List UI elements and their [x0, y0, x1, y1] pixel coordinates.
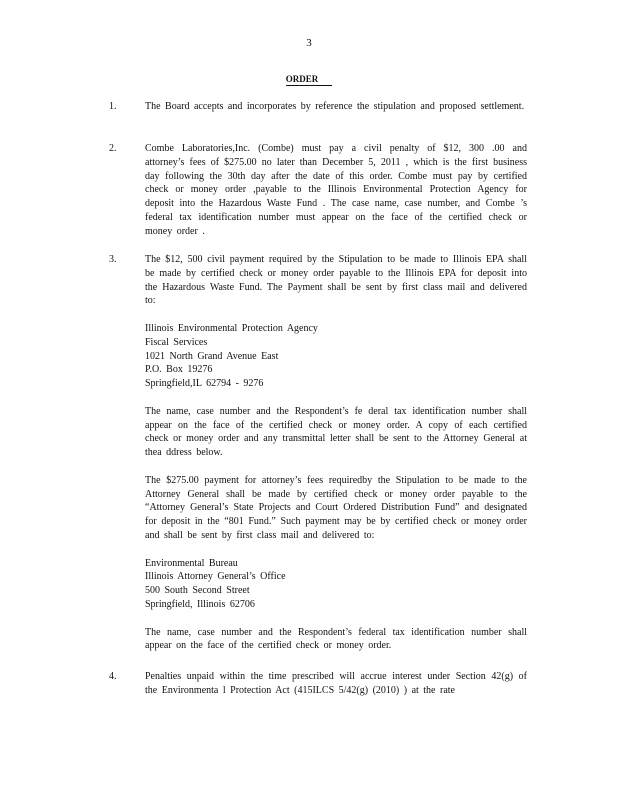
address-line: Springfield, Illinois 62706	[145, 598, 255, 610]
address-line: 500 South Second Street	[145, 585, 250, 597]
item-paragraph: The name, case number and the Respondent’s federal tax identification number shall appear on the face of the certified check or money order.	[145, 626, 527, 652]
address-line: Environmental Bureau	[145, 557, 238, 569]
item-paragraph: Penalties unpaid within the time prescribed will accrue interest under Section 42(g) of the Environmenta l Protection Act (415ILCS 5/42(g) (2010) ) at the rate	[145, 671, 527, 696]
page-number: 3	[306, 37, 312, 49]
illinois-epa-address	[145, 322, 527, 391]
item-paragraph: The $12, 500 civil payment required by the Stipulation to be made to Illinois EPA shall be made by certified check or money order payable to the Illinois EPA for deposit into the Hazardous Waste Fund. The Payment shall be sent by first class mail and delivered to:	[145, 254, 527, 307]
item-number: 2.	[109, 143, 117, 154]
item-number: 3.	[109, 254, 117, 265]
item-paragraph: Combe Laboratories,Inc. (Combe) must pay a civil penalty of $12, 300 .00 and attorney’s fees of $275.00 no later than December 5, 2011 , which is the first business day following the 30th day after the date of this order. Combe must pay by certified check or money order ,payable to the Illinois Environmental Protection Agency for deposit into the Hazardous Waste Fund . The case name, case number, and Combe ’s federal tax identification number must appear on the face of the certified check or money order .	[145, 143, 527, 237]
order-heading-text: ORDER	[286, 74, 333, 86]
address-line: Illinois Attorney General’s Office	[145, 571, 286, 583]
item-paragraph: The Board accepts and incorporates by reference the stipulation and proposed settlement.	[145, 101, 525, 112]
item-paragraph: The name, case number and the Respondent’s fe deral tax identification number shall appear on the face of the certified check or money order. A copy of each certified check or money order and any transmittal letter shall be sent to the Attorney General at thea ddress below.	[145, 405, 527, 459]
attorney-general-address	[145, 557, 527, 612]
address-line: Fiscal Services	[145, 336, 208, 348]
order-heading	[0, 74, 618, 86]
address-line: P.O. Box 19276	[145, 364, 213, 376]
address-line: Springfield,IL 62794 - 9276	[145, 378, 264, 390]
item-number: 1.	[109, 101, 117, 112]
address-line: 1021 North Grand Avenue East	[145, 350, 279, 362]
item-number: 4.	[109, 671, 117, 682]
item-paragraph: The $275.00 payment for attorney’s fees requiredby the Stipulation to be made to the Attorney General shall be made by certified check or money order payable to the “Attorney General’s State Projects and Court Ordered Distribution Fund” and designated for deposit in the “801 Fund.” Such payment may be by certified check or money order and shall be sent by first class mail and delivered to:	[145, 474, 527, 541]
address-line: Illinois Environmental Protection Agency	[145, 322, 318, 334]
